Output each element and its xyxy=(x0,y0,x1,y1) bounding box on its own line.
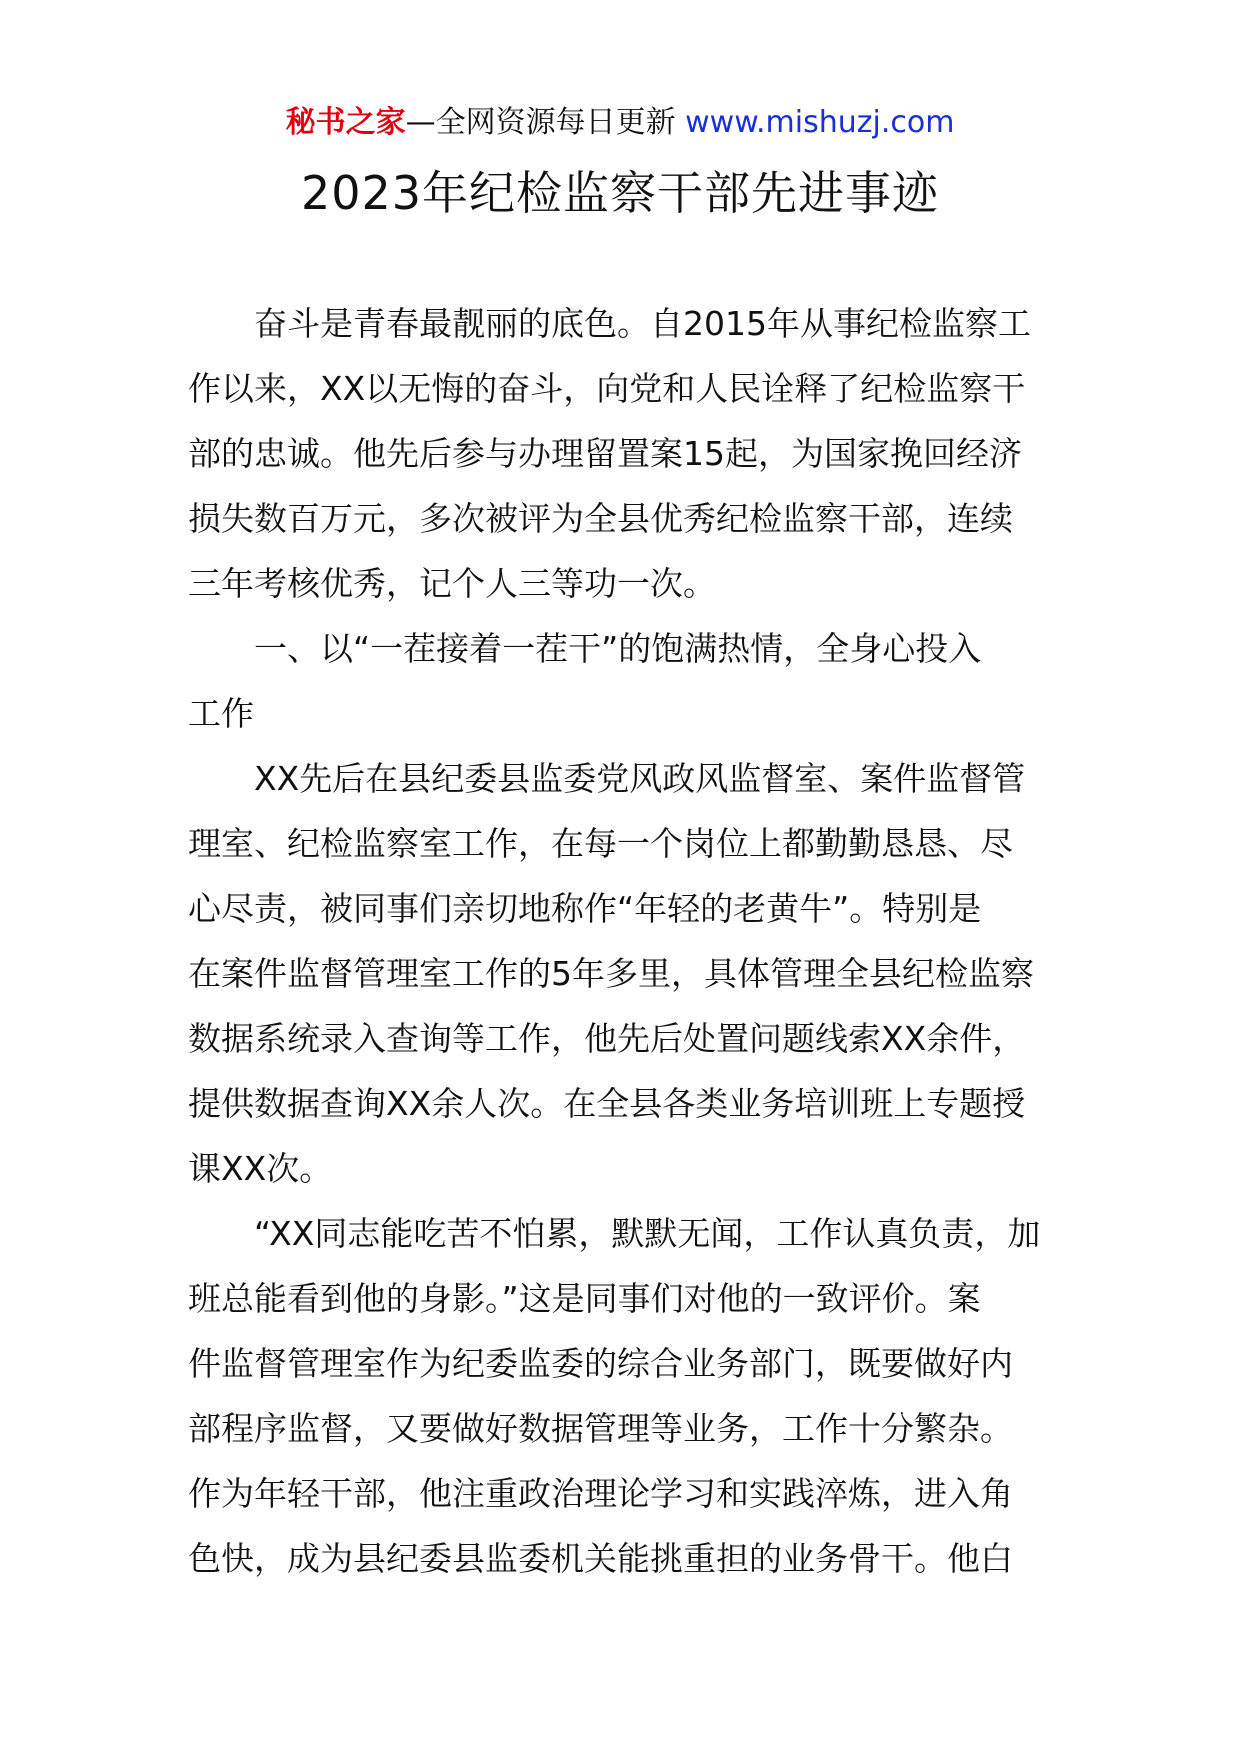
paragraph-line: 三年考核优秀，记个人三等功一次。 xyxy=(188,564,716,603)
header-tagline: —全网资源每日更新 xyxy=(405,105,676,140)
document-body xyxy=(188,291,1068,1591)
site-url-link[interactable]: www.mishuzj.com xyxy=(685,105,955,140)
paragraph-line: 色快，成为县纪委县监委机关能挑重担的业务骨干。他白 xyxy=(188,1539,1013,1578)
paragraph-line: 损失数百万元，多次被评为全县优秀纪检监察干部，连续 xyxy=(188,499,1013,538)
paragraph-line: “XX同志能吃苦不怕累，默默无闻，工作认真负责，加 xyxy=(254,1214,1041,1253)
document-title: 2023年纪检监察干部先进事迹 xyxy=(300,166,940,220)
paragraph-line: 数据系统录入查询等工作，他先后处置问题线索XX余件， xyxy=(188,1019,1026,1058)
section-heading-line: 一、以“一茬接着一茬干”的饱满热情，全身心投入 xyxy=(254,629,982,668)
paragraph-line: 奋斗是青春最靓丽的底色。自2015年从事纪检监察工 xyxy=(254,304,1031,343)
paragraph-line: 在案件监督管理室工作的5年多里，具体管理全县纪检监察 xyxy=(188,954,1034,993)
site-header xyxy=(0,103,1240,143)
paragraph-line: 作为年轻干部，他注重政治理论学习和实践淬炼，进入角 xyxy=(188,1474,1013,1513)
brand-name: 秘书之家 xyxy=(285,105,406,140)
section-heading-line: 工作 xyxy=(188,694,254,733)
paragraph-line: 部程序监督，又要做好数据管理等业务，工作十分繁杂。 xyxy=(188,1409,1013,1448)
paragraph-line: XX先后在县纪委县监委党风政风监督室、案件监督管 xyxy=(254,759,1026,798)
paragraph-line: 课XX次。 xyxy=(188,1149,333,1188)
paragraph-line: 件监督管理室作为纪委监委的综合业务部门，既要做好内 xyxy=(188,1344,1013,1383)
paragraph-line: 部的忠诚。他先后参与办理留置案15起，为国家挽回经济 xyxy=(188,434,1022,473)
paragraph-line: 心尽责，被同事们亲切地称作“年轻的老黄牛”。特别是 xyxy=(188,889,982,928)
paragraph-line: 班总能看到他的身影。”这是同事们对他的一致评价。案 xyxy=(188,1279,981,1318)
paragraph-line: 提供数据查询XX余人次。在全县各类业务培训班上专题授 xyxy=(188,1084,1026,1123)
paragraph-line: 理室、纪检监察室工作，在每一个岗位上都勤勤恳恳、尽 xyxy=(188,824,1013,863)
paragraph-line: 作以来，XX以无悔的奋斗，向党和人民诠释了纪检监察干 xyxy=(188,369,1026,408)
